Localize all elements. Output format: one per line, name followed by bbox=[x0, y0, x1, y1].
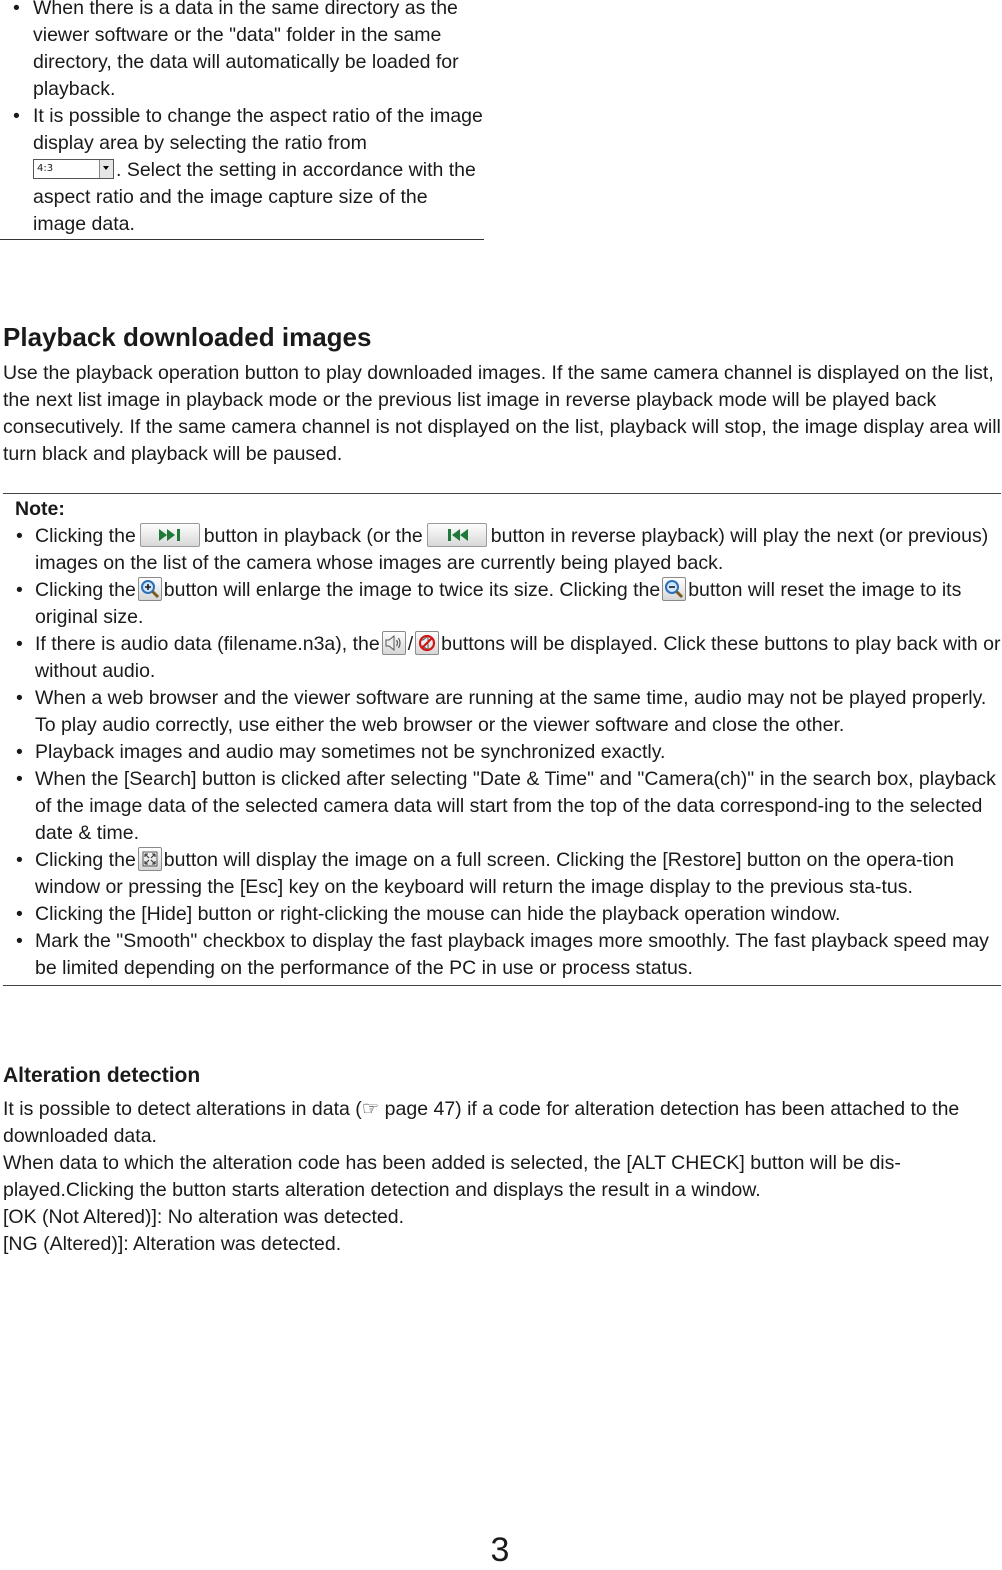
aspect-ratio-select[interactable]: 4:3 bbox=[33, 159, 114, 179]
alteration-result-ng: [NG (Altered)]: Alteration was detected. bbox=[3, 1233, 342, 1255]
note-item-fullscreen: • Clicking the button will display the image on a full screen. Clicking the [Restore] button on the opera-tion window or pressing the [Esc] key on the keyboard will return the image display to the previous sta-tus. bbox=[3, 847, 1001, 901]
note-item-browser-audio: • When a web browser and the viewer software are running at the same time, audio may not be played properly. To play audio correctly, use either the web browser or the viewer software and close the other. bbox=[3, 685, 1001, 739]
page-number: 3 bbox=[490, 1531, 510, 1569]
next-button-icon[interactable] bbox=[140, 523, 200, 547]
note-item-next-prev: • Clicking the button in playback (or the button in reverse playback) will play the next (or previous) images on the list of the camera whose images are currently being played back. bbox=[3, 523, 1001, 577]
note-label: Note: bbox=[15, 498, 65, 520]
note-aspect-ratio: • It is possible to change the aspect ratio of the image display area by selecting the ratio from 4:3 . Select the setting in accordance with the aspect ratio and the image capture size of the image data. bbox=[0, 103, 484, 238]
playback-section-title: Playback downloaded images bbox=[3, 322, 372, 352]
note-item-sync: • Playback images and audio may sometimes not be synchronized exactly. bbox=[3, 739, 1001, 766]
alteration-result-ok: [OK (Not Altered)]: No alteration was detected. bbox=[3, 1206, 405, 1228]
note-box bbox=[3, 493, 1001, 986]
page-reference-link[interactable]: ☞ page 47 bbox=[361, 1098, 456, 1120]
zoom-in-icon[interactable] bbox=[138, 577, 162, 601]
dropdown-arrow-icon[interactable] bbox=[99, 160, 113, 178]
alteration-paragraph-2: When data to which the alteration code has been added is selected, the [ALT CHECK] button will be dis-played.Clicking the button starts alteration detection and displays the result in a window. bbox=[3, 1152, 901, 1201]
fullscreen-icon[interactable] bbox=[138, 847, 162, 871]
note-item-hide: • Clicking the [Hide] button or right-clicking the mouse can hide the playback operation window. bbox=[3, 901, 1001, 928]
playback-description: Use the playback operation button to play downloaded images. If the same camera channel is displayed on the list, the next list image in playback mode or the previous list image in reverse playback mode will be played back consecutively. If the same camera channel is not displayed on the list, playback will stop, the image display area will turn black and playback will be paused. bbox=[3, 362, 1001, 465]
note-item-search: • When the [Search] button is clicked after selecting "Date & Time" and "Camera(ch)" in the search box, playback of the image data of the selected camera data will start from the top of the data correspond-ing to the selected date & time. bbox=[3, 766, 1001, 847]
note-item-zoom: • Clicking the button will enlarge the image to twice its size. Clicking the button will reset the image to its original size. bbox=[3, 577, 1001, 631]
audio-off-icon[interactable] bbox=[415, 631, 439, 655]
note-item-smooth: • Mark the "Smooth" checkbox to display the fast playback images more smoothly. The fast playback speed may be limited depending on the performance of the PC in use or process status. bbox=[3, 928, 1001, 982]
note-auto-load: • When there is a data in the same directory as the viewer software or the "data" folder in the same directory, the data will automatically be loaded for playback. bbox=[0, 0, 484, 103]
note-item-audio: • If there is audio data (filename.n3a), the / buttons will be displayed. Click these buttons to play back with or without audio. bbox=[3, 631, 1001, 685]
reverse-button-icon[interactable] bbox=[427, 523, 487, 547]
section-divider bbox=[0, 239, 484, 240]
alteration-paragraph-1: It is possible to detect alterations in data (☞ page 47) if a code for alteration detection has been attached to the downloaded data. bbox=[3, 1098, 960, 1147]
alteration-section-title: Alteration detection bbox=[3, 1064, 201, 1087]
zoom-out-icon[interactable] bbox=[662, 577, 686, 601]
audio-on-icon[interactable] bbox=[382, 631, 406, 655]
continued-notes bbox=[0, 0, 484, 238]
alteration-description bbox=[3, 1096, 1001, 1258]
